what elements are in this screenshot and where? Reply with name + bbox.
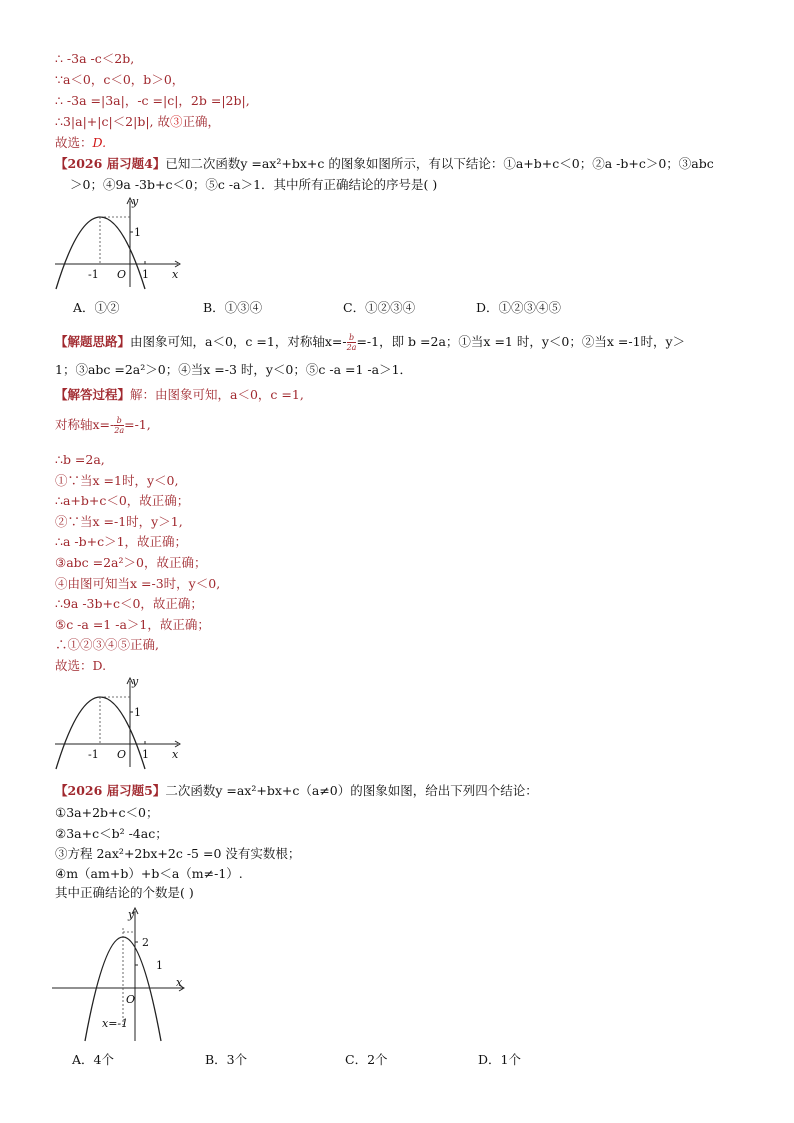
tick-label-x-1: 1	[142, 268, 149, 281]
x-label: x	[176, 976, 183, 989]
fraction-numerator: b	[114, 416, 124, 426]
solution-step: ①∵当x =1时，y＜0,	[55, 473, 179, 488]
question-tag: 【2026 届习题4】	[55, 156, 166, 171]
fraction	[347, 333, 357, 352]
option-d: D．1个	[478, 1052, 521, 1067]
solution-step: ∴a -b+c＞1，故正确；	[55, 534, 188, 549]
solution-step: ∴b =2a,	[55, 452, 105, 467]
tick-label-x-1: 1	[142, 748, 149, 761]
origin-label: O	[126, 993, 136, 1006]
question-tag: 【2026 届习题5】	[55, 783, 166, 798]
solution-head	[55, 386, 304, 403]
step-line	[55, 113, 220, 130]
conclusion-item: ④m（am+b）+b＜a（m≠-1）.	[55, 866, 243, 881]
fraction-numerator: b	[347, 333, 357, 343]
parabola-graph	[50, 195, 185, 290]
axis-text: 对称轴x=-	[55, 417, 115, 432]
tick-label-neg-1: -1	[88, 748, 99, 761]
x-label: x	[172, 748, 179, 761]
origin-label: O	[117, 268, 127, 281]
option-b: B．3个	[205, 1052, 248, 1067]
circled-number: ③	[170, 114, 183, 129]
tick-label-1: 1	[156, 959, 163, 972]
solution-step: ∴①②③④⑤正确,	[55, 637, 159, 652]
answer-label: 故选：	[55, 135, 93, 150]
option-c: C．2个	[345, 1052, 388, 1067]
solution-tag: 【解答过程】	[55, 387, 131, 402]
y-label: y	[132, 675, 139, 688]
step-line: ∵a＜0，c＜0，b＞0，	[55, 72, 185, 87]
solution-text: 解：由图象可知，a＜0，c =1,	[130, 387, 304, 402]
solution-step: ⑤c -a =1 -a＞1，故正确；	[55, 617, 210, 632]
parabola-graph-q5	[48, 903, 198, 1043]
fraction	[114, 416, 124, 435]
tick-label-neg-1: -1	[88, 268, 99, 281]
y-label: y	[128, 908, 135, 921]
analysis-text: =-1，即 b =2a；①当x =1 时，y＜0；②当x =-1时，y＞	[356, 334, 686, 349]
option-d: D．①②③④⑤	[476, 300, 562, 315]
origin-label: O	[117, 748, 127, 761]
analysis-tag: 【解题思路】	[55, 334, 131, 349]
axis-text: =-1,	[124, 417, 151, 432]
tick-label-y-1: 1	[134, 706, 141, 719]
solution-step: ∴9a -3b+c＜0，故正确；	[55, 596, 203, 611]
answer-line	[55, 134, 106, 151]
conclusion-item: ③方程 2ax²+2bx+2c -5 =0 没有实数根；	[55, 846, 301, 861]
question-5-ask: 其中正确结论的个数是( )	[55, 885, 194, 900]
option-b: B．①③④	[203, 300, 263, 315]
parabola-curve	[56, 217, 145, 289]
text-part: 正确，	[182, 114, 221, 129]
symmetry-axis-label: x=-1	[102, 1017, 129, 1030]
analysis-line-1	[55, 333, 685, 352]
fraction-denominator: 2a	[114, 426, 125, 435]
step-line: ∴ -3a -c＜2b,	[55, 51, 135, 66]
parabola-graph-repeat	[50, 675, 185, 770]
analysis-line-2: 1；③abc =2a²＞0；④当x =-3 时，y＜0；⑤c -a =1 -a＞1．	[55, 362, 413, 377]
option-c: C．①②③④	[343, 300, 416, 315]
axis-of-symmetry-line	[55, 416, 151, 435]
tick-label-2: 2	[142, 936, 149, 949]
question-5-stem	[55, 782, 538, 799]
solution-step: ∴a+b+c＜0，故正确；	[55, 493, 190, 508]
y-label: y	[132, 195, 139, 208]
question-text: 已知二次函数y =ax²+bx+c 的图象如图所示，有以下结论：①a+b+c＜0；②a -b+c＞0；③abc	[165, 156, 714, 171]
answer-value: D.	[92, 135, 107, 150]
step-line: ∴ -3a =|3a|，-c =|c|，2b =|2b|,	[55, 93, 250, 108]
solution-step: 故选：D.	[55, 658, 107, 673]
parabola-curve	[56, 697, 145, 769]
option-a: A．4个	[72, 1052, 114, 1067]
x-label: x	[172, 268, 179, 281]
solution-step: ②∵当x =-1时，y＞1,	[55, 514, 183, 529]
question-text: 二次函数y =ax²+bx+c（a≠0）的图象如图，给出下列四个结论：	[165, 783, 538, 798]
fraction-denominator: 2a	[346, 343, 357, 352]
solution-step: ④由图可知当x =-3时，y＜0,	[55, 576, 221, 591]
analysis-text: 由图象可知，a＜0，c =1，对称轴x=-	[130, 334, 347, 349]
question-4-stem	[55, 155, 714, 172]
solution-step: ③abc =2a²＞0，故正确；	[55, 555, 207, 570]
text-part: ∴3|a|+|c|＜2|b|, 故	[55, 114, 171, 129]
conclusion-item: ②3a+c＜b² -4ac；	[55, 826, 168, 841]
tick-label-y-1: 1	[134, 226, 141, 239]
question-4-stem-cont: ＞0；④9a -3b+c＜0；⑤c -a＞1．其中所有正确结论的序号是( )	[70, 177, 438, 192]
conclusion-item: ①3a+2b+c＜0；	[55, 805, 159, 820]
option-a: A．①②	[73, 300, 120, 315]
